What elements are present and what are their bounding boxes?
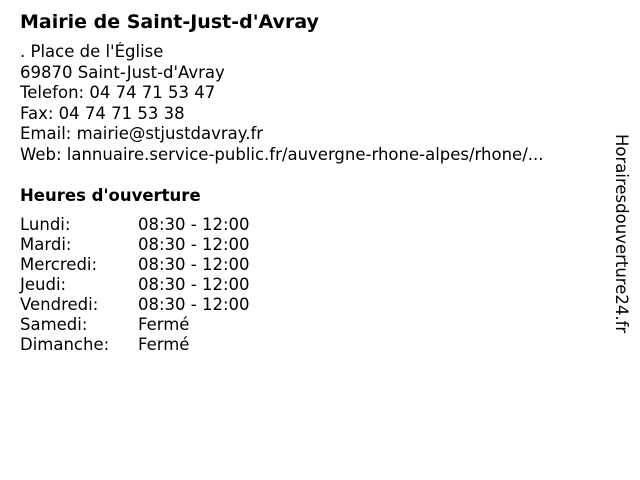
time-value: 08:30 - 12:00 — [138, 295, 250, 314]
day-label: Lundi: — [20, 215, 71, 234]
time-value: 08:30 - 12:00 — [138, 215, 250, 234]
day-label: Dimanche: — [20, 335, 110, 354]
hours-row-mardi — [20, 235, 250, 255]
day-label: Samedi: — [20, 315, 88, 334]
day-label: Jeudi: — [20, 275, 67, 294]
address-city: 69870 Saint-Just-d'Avray — [20, 62, 225, 82]
web-line[interactable]: Web: lannuaire.service-public.fr/auvergne-rhone-alpes/rhone/... — [20, 144, 544, 164]
time-value: 08:30 - 12:00 — [138, 275, 250, 294]
phone-line: Telefon: 04 74 71 53 47 — [20, 83, 216, 102]
fax-line: Fax: 04 74 71 53 38 — [20, 103, 185, 123]
business-title: Mairie de Saint-Just-d'Avray — [20, 11, 319, 33]
hours-row-dimanche — [20, 335, 250, 355]
time-value: 08:30 - 12:00 — [138, 235, 250, 254]
hours-row-vendredi — [20, 295, 250, 315]
hours-row-mercredi — [20, 255, 250, 275]
business-card — [20, 10, 600, 355]
hours-heading: Heures d'ouverture — [20, 186, 201, 205]
day-label: Vendredi: — [20, 295, 99, 314]
side-brand-text: Horairesdouverture24.fr — [612, 134, 631, 334]
opening-hours-table — [20, 215, 250, 355]
hours-row-lundi — [20, 215, 250, 235]
hours-row-samedi — [20, 315, 250, 335]
time-value: 08:30 - 12:00 — [138, 255, 250, 274]
hours-row-jeudi — [20, 275, 250, 295]
email-line[interactable]: Email: mairie@stjustdavray.fr — [20, 124, 264, 143]
day-label: Mercredi: — [20, 255, 98, 274]
day-label: Mardi: — [20, 235, 72, 254]
time-value: Fermé — [138, 315, 190, 334]
time-value: Fermé — [138, 335, 190, 354]
address-street: . Place de l'Église — [20, 42, 164, 61]
